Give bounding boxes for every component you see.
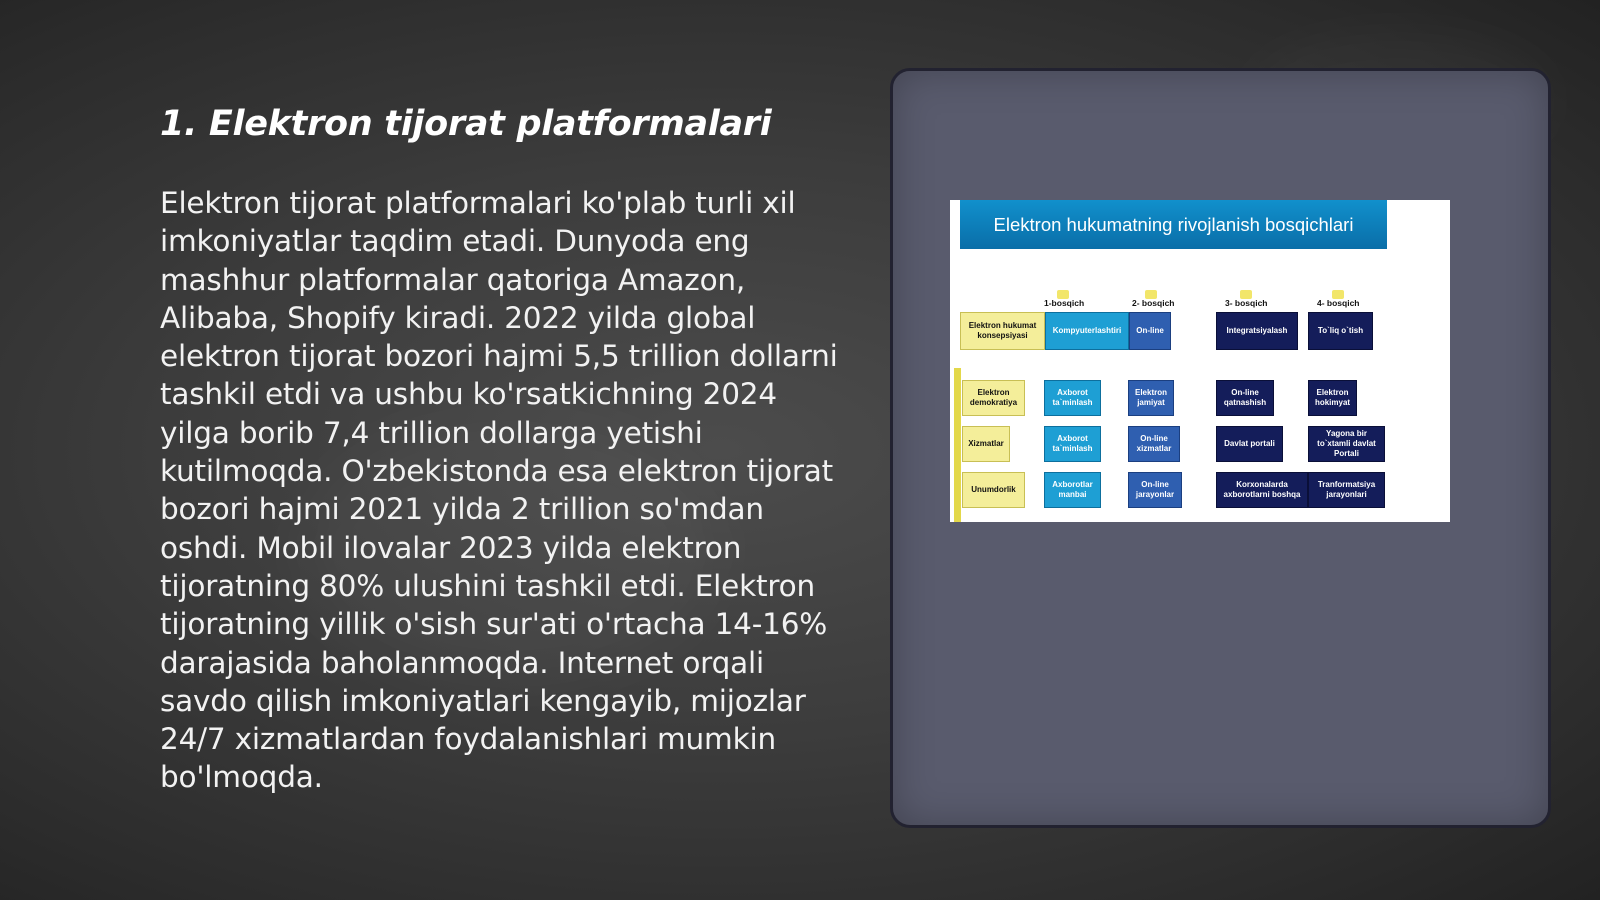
concept-box: Elektron hukumat konsepsiyasi [960, 312, 1045, 350]
cell-box: Davlat portali [1216, 426, 1283, 462]
diagram-header: Elektron hukumatning rivojlanish bosqichlari [960, 200, 1387, 249]
integrate-box: Integratsiyalash [1216, 312, 1298, 350]
cell-box: Elektron hokimyat [1308, 380, 1357, 416]
slide-title: 1. Elektron tijorat platformalari [160, 104, 772, 144]
computerize-box: Kompyuterlashtiri [1045, 312, 1129, 350]
cell-box: On-line jarayonlar [1128, 472, 1182, 508]
stage-label-4: 4- bosqich [1317, 298, 1360, 308]
slide-body-text: Elektron tijorat platformalari ko'plab turli xil imkoniyatlar taqdim etadi. Dunyoda eng mashhur platformalar qatoriga Amazon, Alibaba, Shopify kiradi. 2022 yilda global elektron tijorat bozori hajmi 5,5 trillion dollarni tashkil etdi va ushbu ko'rsatkichning 2024 yilga borib 7,4 trillion dollarga yetishi kutilmoqda. O'zbekistonda esa elektron tijorat bozori hajmi 2021 yilda 2 trillion so'mdan oshdi. Mobil ilovalar 2023 yilda elektron tijoratning 80% ulushini tashkil etdi. Elektron tijoratning yillik o'sish sur'ati o'rtacha 14-16% darajasida baholanmoqda. Internet orqali savdo qilish imkoniyatlari kengayib, mijozlar 24/7 xizmatlardan foydalanishlari mumkin bo'lmoqda. [160, 186, 838, 795]
cell-box: Korxonalarda axborotlarni boshqa [1216, 472, 1308, 508]
cell-box: Axborot ta`minlash [1044, 426, 1101, 462]
online-box: On-line [1129, 312, 1171, 350]
full-transition-box: To`liq o`tish [1308, 312, 1373, 350]
stage-label-3: 3- bosqich [1225, 298, 1268, 308]
stage-label-2: 2- bosqich [1132, 298, 1175, 308]
row-label-democracy: Elektron demokratiya [962, 380, 1025, 416]
cell-box: Elektron jamiyat [1128, 380, 1174, 416]
cell-box: Axborot ta`minlash [1044, 380, 1101, 416]
stage-label-1: 1-bosqich [1044, 298, 1085, 308]
cell-box: On-line qatnashish [1216, 380, 1274, 416]
row-label-productivity: Unumdorlik [962, 472, 1025, 508]
cell-box: Tranformatsiya jarayonlari [1308, 472, 1385, 508]
cell-box: Axborotlar manbai [1044, 472, 1101, 508]
row-label-services: Xizmatlar [962, 426, 1010, 462]
cell-box: Yagona bir to`xtamli davlat Portali [1308, 426, 1385, 462]
row-group-bar [954, 368, 961, 522]
embedded-diagram-image [950, 200, 1450, 522]
cell-box: On-line xizmatlar [1128, 426, 1180, 462]
